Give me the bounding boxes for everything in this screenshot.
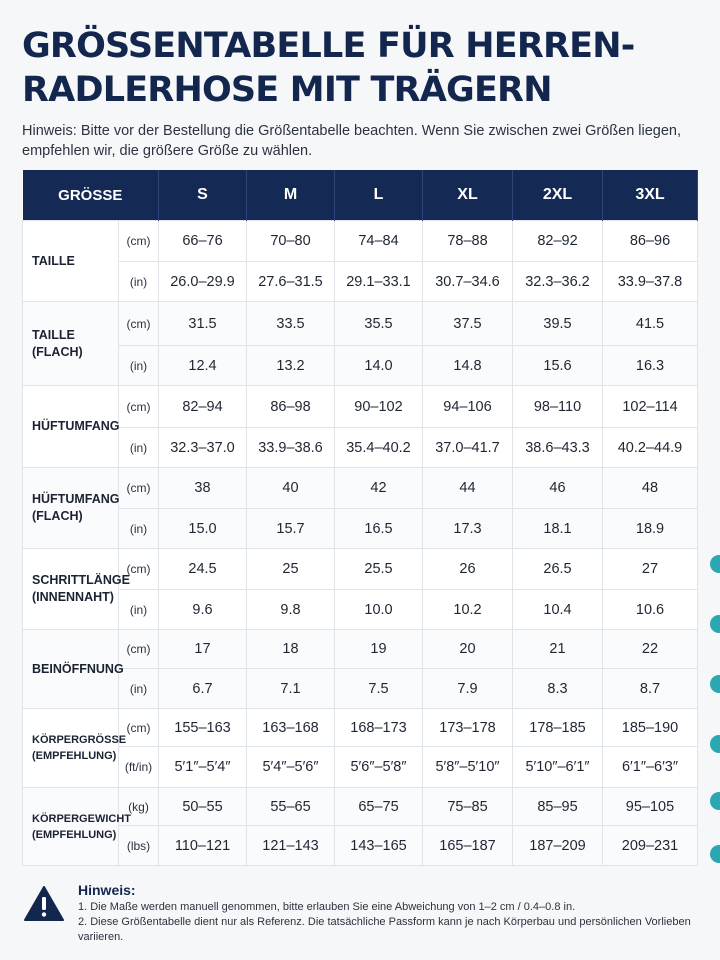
value-cell: 209–231 [603, 826, 698, 866]
value-cell: 16.5 [335, 509, 423, 549]
unit-cell: (cm) [119, 302, 159, 346]
value-cell: 7.9 [423, 669, 513, 709]
value-cell: 38 [159, 468, 247, 509]
value-cell: 9.6 [159, 590, 247, 630]
value-cell: 32.3–36.2 [513, 262, 603, 302]
value-cell: 25 [247, 549, 335, 590]
value-cell: 12.4 [159, 346, 247, 386]
value-cell: 173–178 [423, 709, 513, 747]
warning-icon [24, 886, 64, 927]
size-col-header: S [159, 170, 247, 221]
measure-label-line: (FLACH) [32, 509, 83, 523]
table-row [23, 346, 698, 386]
table-row [23, 302, 698, 346]
value-cell: 10.6 [603, 590, 698, 630]
value-cell: 6.7 [159, 669, 247, 709]
value-cell: 8.7 [603, 669, 698, 709]
value-cell: 66–76 [159, 221, 247, 262]
value-cell: 20 [423, 630, 513, 669]
value-cell: 46 [513, 468, 603, 509]
value-cell: 65–75 [335, 788, 423, 826]
value-cell: 31.5 [159, 302, 247, 346]
value-cell: 165–187 [423, 826, 513, 866]
value-cell: 26 [423, 549, 513, 590]
unit-cell: (in) [119, 346, 159, 386]
value-cell: 5′8″–5′10″ [423, 747, 513, 788]
value-cell: 33.9–38.6 [247, 428, 335, 468]
value-cell: 50–55 [159, 788, 247, 826]
measure-label-line: (EMPFEHLUNG) [32, 750, 117, 762]
size-col-header: 2XL [513, 170, 603, 221]
table-row [23, 386, 698, 428]
dot-icon [710, 615, 720, 633]
table-row [23, 590, 698, 630]
value-cell: 38.6–43.3 [513, 428, 603, 468]
value-cell: 35.4–40.2 [335, 428, 423, 468]
value-cell: 98–110 [513, 386, 603, 428]
value-cell: 55–65 [247, 788, 335, 826]
unit-cell: (cm) [119, 221, 159, 262]
value-cell: 30.7–34.6 [423, 262, 513, 302]
value-cell: 37.0–41.7 [423, 428, 513, 468]
value-cell: 18.1 [513, 509, 603, 549]
size-col-header: XL [423, 170, 513, 221]
table-row [23, 262, 698, 302]
dot-icon [710, 792, 720, 810]
value-cell: 95–105 [603, 788, 698, 826]
size-header: GRÖSSE [23, 170, 159, 221]
value-cell: 85–95 [513, 788, 603, 826]
dot-icon [710, 735, 720, 753]
dot-icon [710, 675, 720, 693]
size-col-header: M [247, 170, 335, 221]
measure-label-line: (INNENNAHT) [32, 590, 114, 604]
measure-label-line: BEINÖFFNUNG [32, 661, 124, 676]
value-cell: 18 [247, 630, 335, 669]
table-row [23, 509, 698, 549]
value-cell: 35.5 [335, 302, 423, 346]
value-cell: 82–94 [159, 386, 247, 428]
measure-label-line: SCHRITTLÄNGE [32, 573, 130, 587]
value-cell: 10.0 [335, 590, 423, 630]
value-cell: 33.9–37.8 [603, 262, 698, 302]
value-cell: 14.8 [423, 346, 513, 386]
value-cell: 143–165 [335, 826, 423, 866]
measure-label-line: TAILLE [32, 253, 75, 268]
unit-cell: (cm) [119, 468, 159, 509]
unit-cell: (cm) [119, 709, 159, 747]
value-cell: 15.7 [247, 509, 335, 549]
unit-cell: (lbs) [119, 826, 159, 866]
value-cell: 21 [513, 630, 603, 669]
value-cell: 90–102 [335, 386, 423, 428]
value-cell: 5′1″–5′4″ [159, 747, 247, 788]
value-cell: 22 [603, 630, 698, 669]
value-cell: 40 [247, 468, 335, 509]
unit-cell: (cm) [119, 386, 159, 428]
table-row [23, 630, 698, 669]
table-row [23, 221, 698, 262]
page-title: GRÖSSENTABELLE FÜR HERREN-RADLERHOSE MIT TRÄGERN [22, 26, 635, 110]
table-row [23, 468, 698, 509]
unit-cell: (in) [119, 669, 159, 709]
value-cell: 26.5 [513, 549, 603, 590]
value-cell: 5′10″–6′1″ [513, 747, 603, 788]
measure-label-line: (EMPFEHLUNG) [32, 828, 117, 841]
measure-label [23, 468, 119, 549]
measure-label-line: HÜFTUMFANG [32, 492, 120, 506]
table-row [23, 549, 698, 590]
unit-cell: (in) [119, 509, 159, 549]
table-row [23, 826, 698, 866]
value-cell: 10.2 [423, 590, 513, 630]
note-item: 2. Diese Größentabelle dient nur als Referenz. Die tatsächliche Passform kann je nach Körperbau und persönlichen Vorlieben variieren. [78, 916, 691, 943]
value-cell: 14.0 [335, 346, 423, 386]
value-cell: 7.5 [335, 669, 423, 709]
value-cell: 18.9 [603, 509, 698, 549]
value-cell: 39.5 [513, 302, 603, 346]
value-cell: 86–96 [603, 221, 698, 262]
value-cell: 32.3–37.0 [159, 428, 247, 468]
value-cell: 5′4″–5′6″ [247, 747, 335, 788]
table-row [23, 788, 698, 826]
value-cell: 15.0 [159, 509, 247, 549]
value-cell: 24.5 [159, 549, 247, 590]
value-cell: 16.3 [603, 346, 698, 386]
measure-label [23, 386, 119, 468]
value-cell: 178–185 [513, 709, 603, 747]
value-cell: 74–84 [335, 221, 423, 262]
unit-cell: (in) [119, 262, 159, 302]
dot-icon [710, 845, 720, 863]
unit-cell: (kg) [119, 788, 159, 826]
value-cell: 5′6″–5′8″ [335, 747, 423, 788]
value-cell: 121–143 [247, 826, 335, 866]
value-cell: 75–85 [423, 788, 513, 826]
measure-label [23, 788, 131, 866]
unit-cell: (cm) [119, 630, 159, 669]
measure-label-line: KÖRPERGEWICHT [32, 812, 131, 825]
value-cell: 86–98 [247, 386, 335, 428]
value-cell: 17 [159, 630, 247, 669]
dot-icon [710, 555, 720, 573]
value-cell: 26.0–29.9 [159, 262, 247, 302]
note-item: 1. Die Maße werden manuell genommen, bitte erlauben Sie eine Abweichung von 1–2 cm / 0.4–0.8 in. [78, 901, 576, 913]
value-cell: 44 [423, 468, 513, 509]
value-cell: 7.1 [247, 669, 335, 709]
measure-label-line: HÜFTUMFANG [32, 419, 120, 433]
value-cell: 82–92 [513, 221, 603, 262]
unit-cell: (in) [119, 590, 159, 630]
measure-label [23, 709, 127, 788]
value-cell: 42 [335, 468, 423, 509]
value-cell: 15.6 [513, 346, 603, 386]
value-cell: 163–168 [247, 709, 335, 747]
value-cell: 110–121 [159, 826, 247, 866]
value-cell: 9.8 [247, 590, 335, 630]
measure-label [23, 549, 130, 630]
value-cell: 29.1–33.1 [335, 262, 423, 302]
value-cell: 168–173 [335, 709, 423, 747]
unit-cell: (cm) [119, 549, 159, 590]
unit-cell: (ft/in) [119, 747, 159, 788]
hint-text: Hinweis: Bitte vor der Bestellung die Größentabelle beachten. Wenn Sie zwischen zwei Größen liegen, empfehlen wir, die größere Größe zu wählen. [22, 123, 682, 159]
value-cell: 70–80 [247, 221, 335, 262]
table-header-row [23, 170, 698, 221]
measure-label-line: (FLACH) [32, 344, 83, 359]
value-cell: 102–114 [603, 386, 698, 428]
value-cell: 48 [603, 468, 698, 509]
value-cell: 78–88 [423, 221, 513, 262]
value-cell: 187–209 [513, 826, 603, 866]
size-col-header: 3XL [603, 170, 698, 221]
note-title: Hinweis: [78, 882, 136, 898]
measure-label [23, 630, 124, 709]
value-cell: 6′1″–6′3″ [603, 747, 698, 788]
size-col-header: L [335, 170, 423, 221]
value-cell: 94–106 [423, 386, 513, 428]
measure-label-line: TAILLE [32, 327, 75, 342]
unit-cell: (in) [119, 428, 159, 468]
value-cell: 37.5 [423, 302, 513, 346]
measure-label [23, 221, 119, 302]
value-cell: 155–163 [159, 709, 247, 747]
value-cell: 17.3 [423, 509, 513, 549]
value-cell: 13.2 [247, 346, 335, 386]
value-cell: 27.6–31.5 [247, 262, 335, 302]
value-cell: 27 [603, 549, 698, 590]
value-cell: 185–190 [603, 709, 698, 747]
table-row [23, 747, 698, 788]
measure-label [23, 302, 119, 386]
value-cell: 8.3 [513, 669, 603, 709]
value-cell: 33.5 [247, 302, 335, 346]
value-cell: 41.5 [603, 302, 698, 346]
measure-label-line: KÖRPERGRÖSSE [32, 734, 127, 746]
note-list [78, 900, 698, 945]
value-cell: 19 [335, 630, 423, 669]
value-cell: 40.2–44.9 [603, 428, 698, 468]
value-cell: 25.5 [335, 549, 423, 590]
table-row [23, 428, 698, 468]
value-cell: 10.4 [513, 590, 603, 630]
size-table [22, 170, 698, 866]
table-row [23, 709, 698, 747]
